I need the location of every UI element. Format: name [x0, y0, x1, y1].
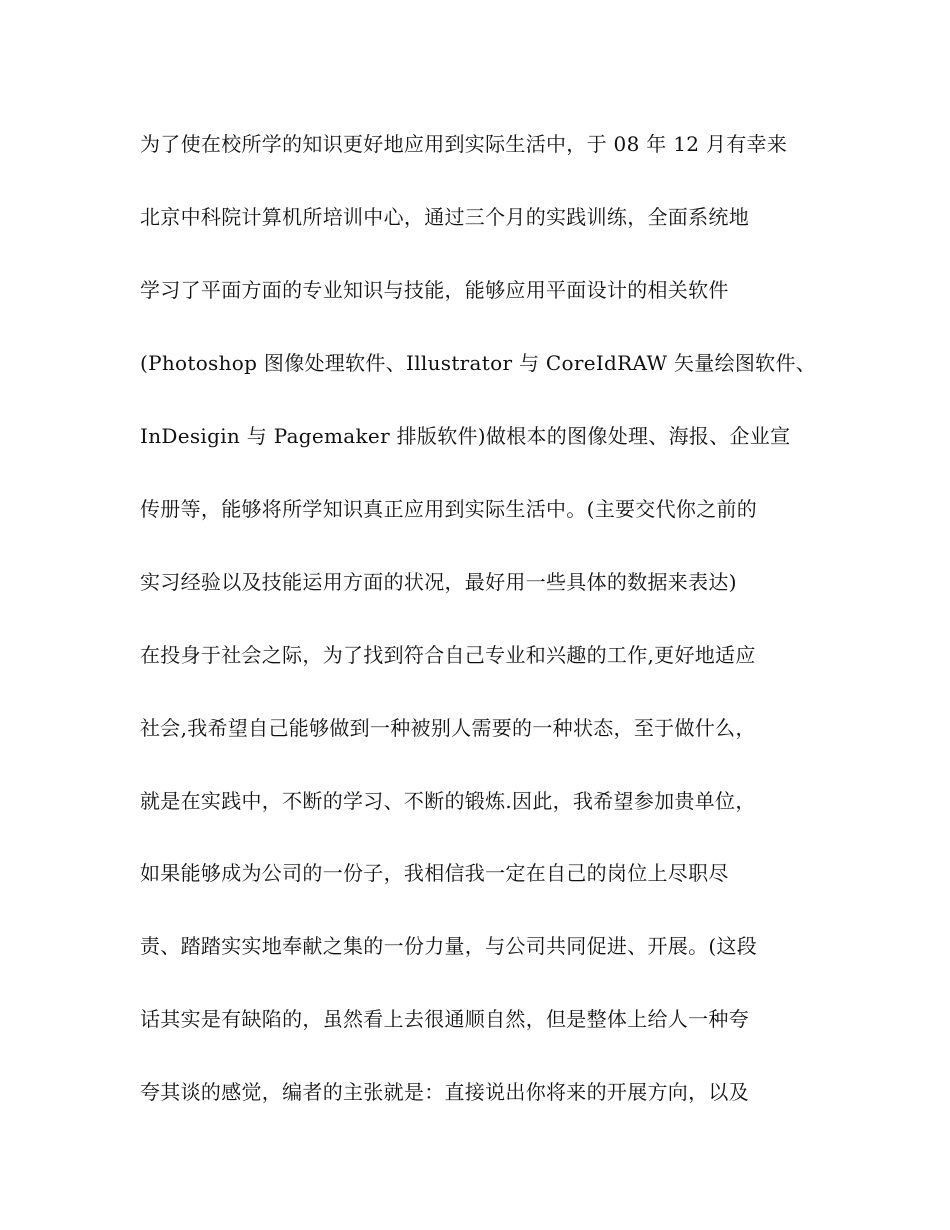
- paragraph-line: 社会,我希望自己能够做到一种被别人需要的一种状态，至于做什么，: [140, 716, 756, 740]
- paragraph-line: 话其实是有缺陷的，虽然看上去很通顺自然，但是整体上给人一种夸: [140, 1007, 749, 1031]
- paragraph-line: 在投身于社会之际，为了找到符合自己专业和兴趣的工作,更好地适应: [140, 643, 756, 667]
- paragraph-line: 学习了平面方面的专业知识与技能，能够应用平面设计的相关软件: [140, 278, 729, 302]
- paragraph-line: (Photoshop 图像处理软件、Illustrator 与 CoreIdRAW 矢量绘图软件、: [140, 351, 817, 375]
- paragraph-line: 责、踏踏实实地奉献之集的一份力量，与公司共同促进、开展。(这段: [140, 934, 758, 958]
- paragraph-line: 实习经验以及技能运用方面的状况，最好用一些具体的数据来表达): [140, 570, 737, 594]
- paragraph-line: 就是在实践中，不断的学习、不断的锻炼.因此，我希望参加贵单位，: [140, 789, 756, 813]
- paragraph-line: 为了使在校所学的知识更好地应用到实际生活中，于 08 年 12 月有幸来: [140, 132, 788, 156]
- paragraph-line: 夸其谈的感觉，编者的主张就是：直接说出你将来的开展方向，以及: [140, 1080, 749, 1104]
- paragraph-line: 传册等，能够将所学知识真正应用到实际生活中。(主要交代你之前的: [140, 497, 758, 521]
- paragraph-line: 如果能够成为公司的一份子，我相信我一定在自己的岗位上尽职尽: [140, 861, 729, 885]
- paragraph-line: InDesigin 与 Pagemaker 排版软件)做根本的图像处理、海报、企业宣: [140, 424, 791, 448]
- paragraph-line: 北京中科院计算机所培训中心，通过三个月的实践训练，全面系统地: [140, 205, 749, 229]
